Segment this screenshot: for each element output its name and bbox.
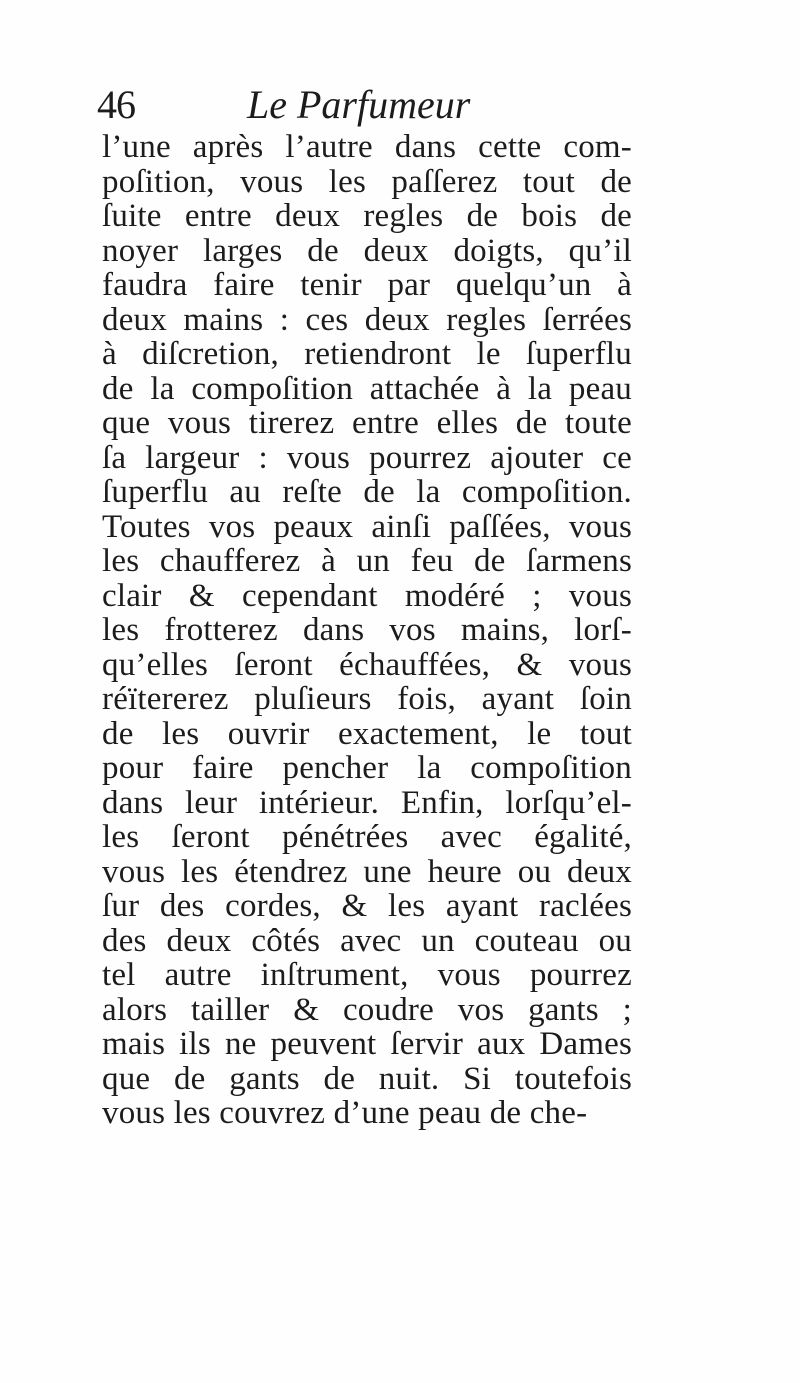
body-text: [102, 130, 632, 1131]
text-line: qu’elles ſeront échauffées, & vous: [102, 646, 632, 683]
text-line: l’une après l’autre dans cette com-: [102, 129, 632, 165]
text-line: réïtererez pluſieurs fois, ayant ſoin: [102, 681, 632, 717]
text-line: ſa largeur : vous pourrez ajouter ce: [102, 439, 632, 476]
text-line: ſuite entre deux regles de bois de: [102, 198, 632, 234]
text-line: clair & cependant modéré ; vous: [102, 577, 632, 614]
text-line: dans leur intérieur. Enfin, lorſqu’el-: [102, 784, 632, 821]
text-line: ſur des cordes, & les ayant raclées: [102, 888, 632, 924]
text-line: les chaufferez à un feu de ſarmens: [102, 543, 632, 579]
text-line: tel autre inſtrument, vous pourrez: [102, 957, 632, 993]
text-line: ſuperflu au reſte de la compoſition.: [102, 474, 632, 510]
text-line: alors tailler & coudre vos gants ;: [102, 991, 632, 1028]
text-line: Toutes vos peaux ainſi paſſées, vous: [102, 508, 632, 545]
text-line: pour faire pencher la compoſition: [102, 750, 632, 786]
page-number: 46: [97, 82, 135, 127]
text-line: de la compoſition attachée à la peau: [102, 370, 632, 407]
text-line: mais ils ne peuvent ſervir aux Dames: [102, 1026, 632, 1062]
text-line: vous les couvrez d’une peau de che-: [102, 1095, 588, 1131]
text-line: les frotterez dans vos mains, lorſ-: [102, 612, 632, 648]
running-title: Le Parfumeur: [247, 82, 471, 127]
text-line: des deux côtés avec un couteau ou: [102, 922, 632, 959]
text-line: vous les étendrez une heure ou deux: [102, 853, 632, 890]
running-head: [97, 82, 657, 128]
text-line: à diſcretion, retiendront le ſuperflu: [102, 336, 632, 372]
text-line: noyer larges de deux doigts, qu’il: [102, 232, 632, 269]
text-line: deux mains : ces deux regles ſerrées: [102, 301, 632, 338]
text-line: les ſeront pénétrées avec égalité,: [102, 819, 632, 855]
text-line: que de gants de nuit. Si toutefois: [102, 1060, 632, 1097]
text-line: de les ouvrir exactement, le tout: [102, 715, 632, 752]
text-line: poſition, vous les paſſerez tout de: [102, 163, 632, 200]
text-line: faudra faire tenir par quelqu’un à: [102, 267, 632, 303]
text-line: que vous tirerez entre elles de toute: [102, 405, 632, 441]
